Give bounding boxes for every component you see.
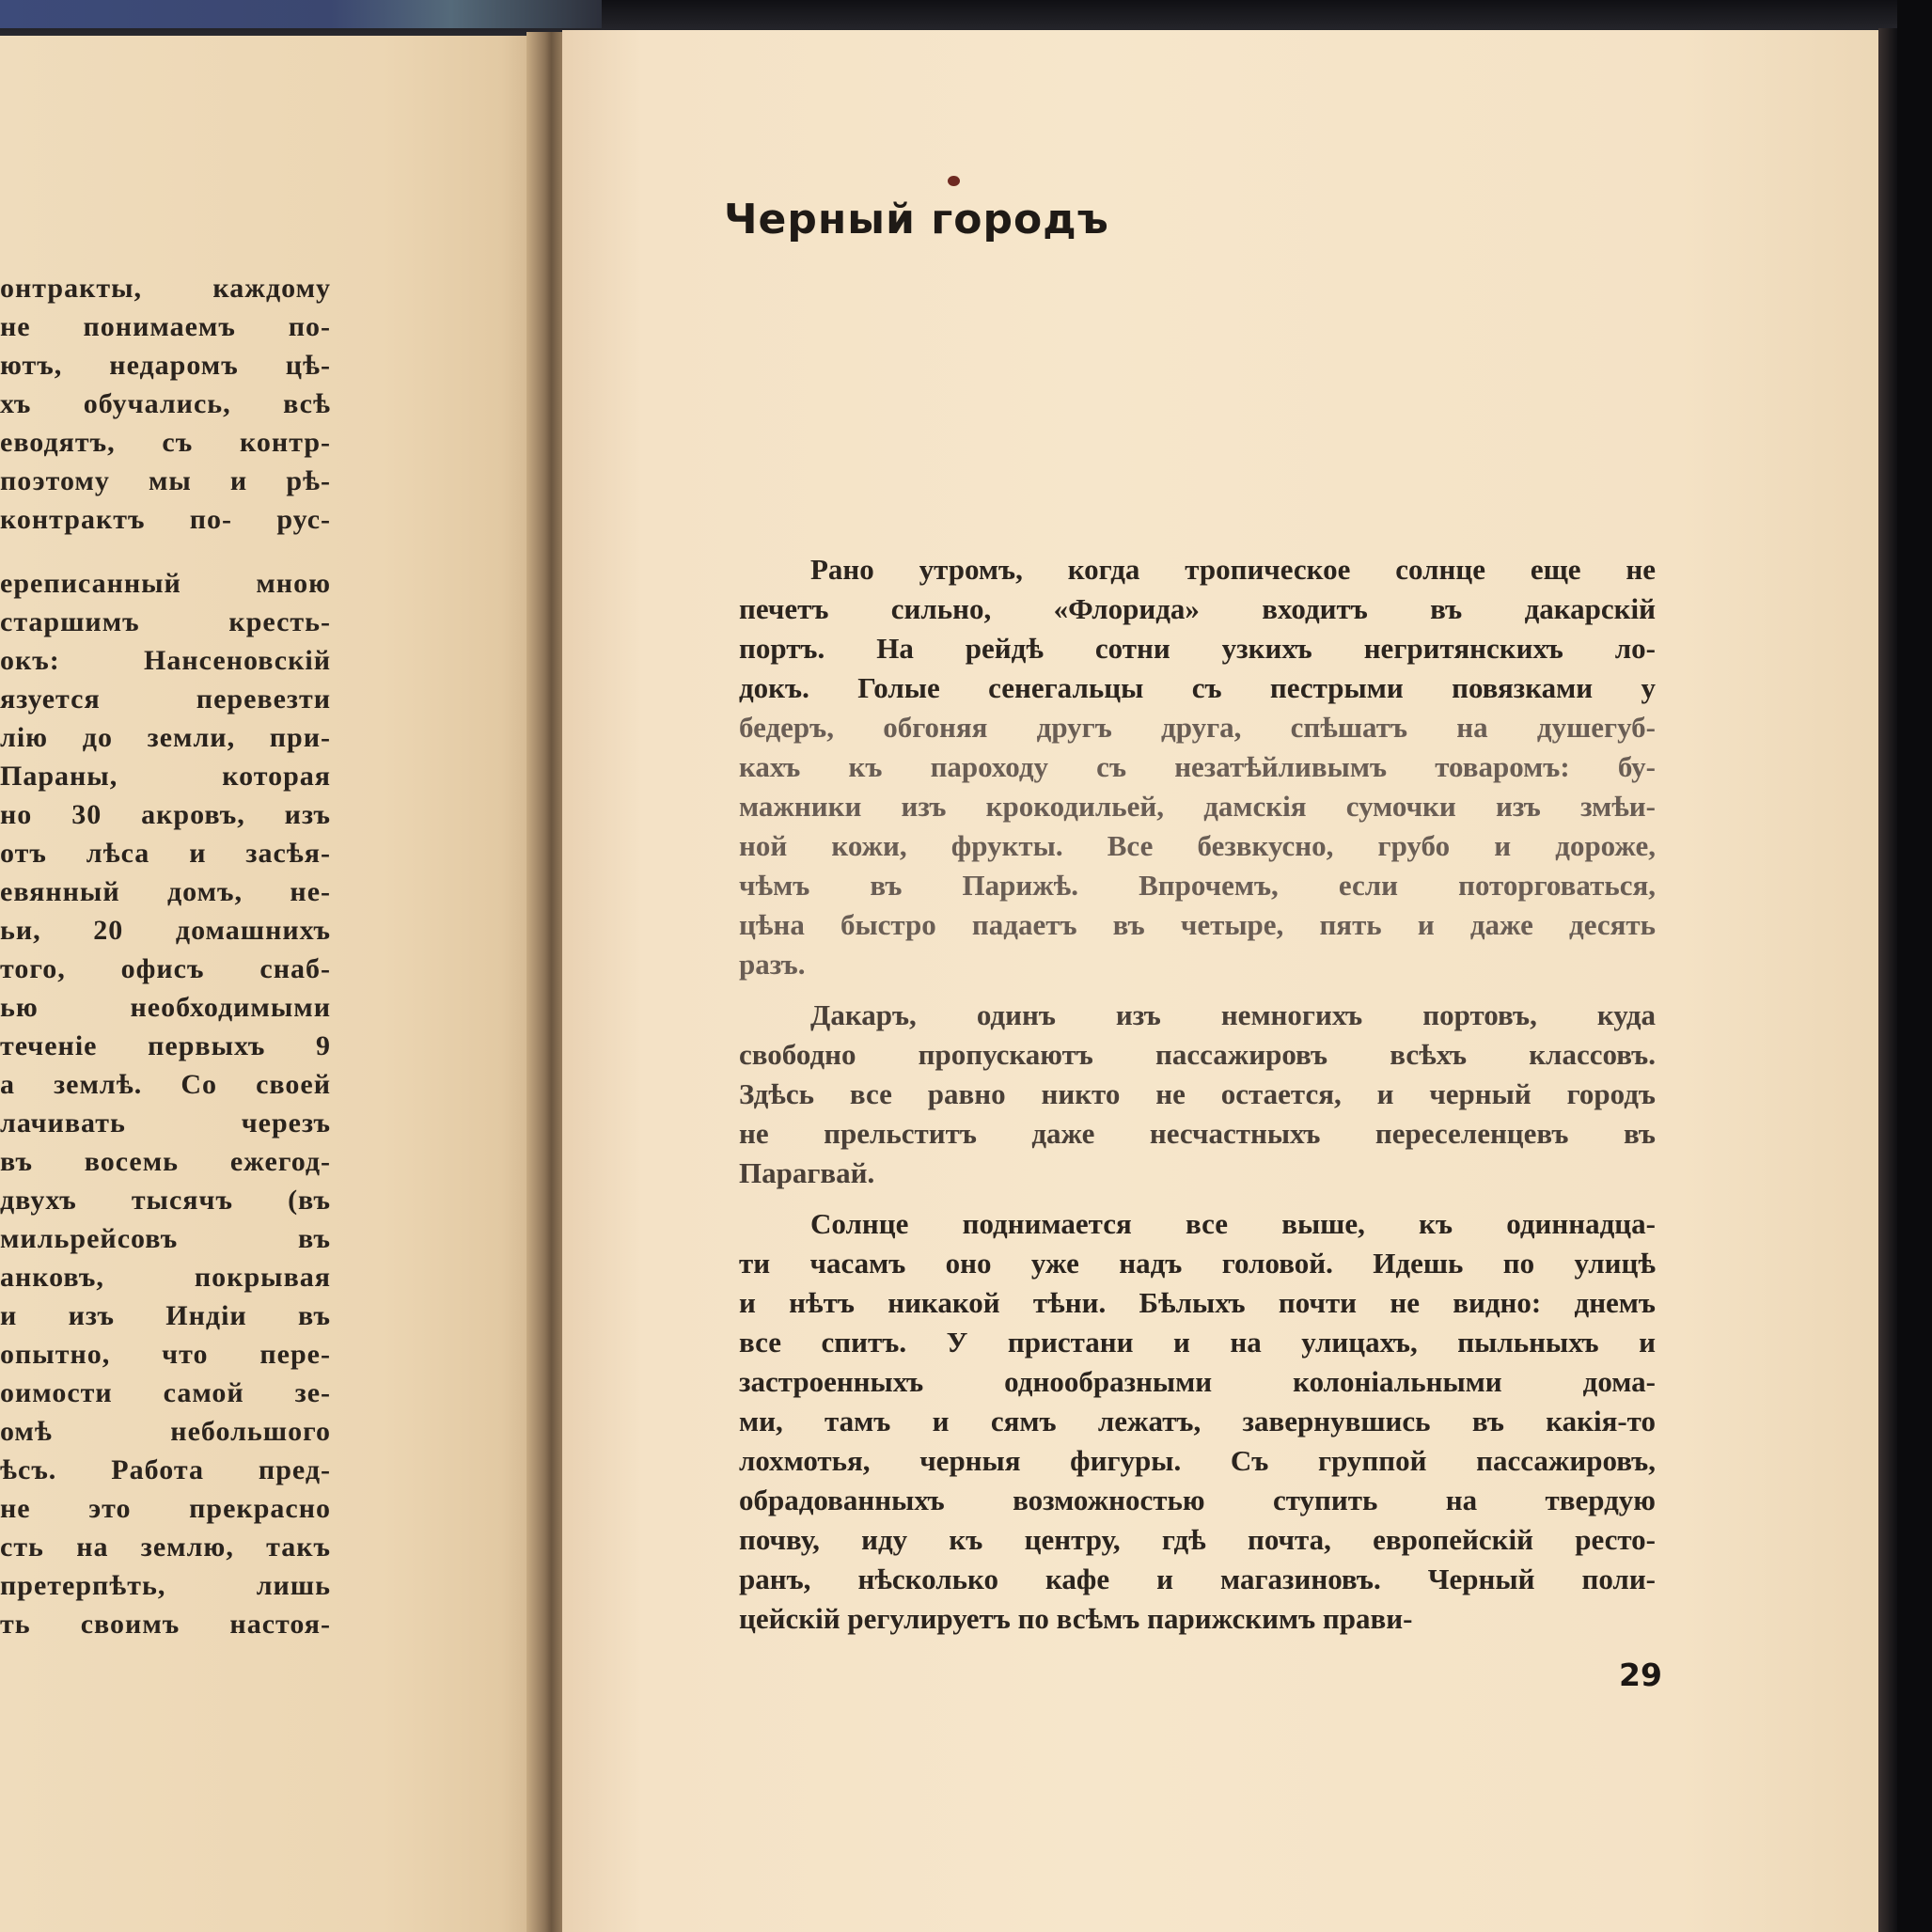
- book-cover-edge: [0, 0, 602, 28]
- text-line: Параны, которая: [0, 761, 331, 792]
- text-line: омѣ небольшого: [0, 1416, 331, 1447]
- text-line: чѣмъ въ Парижѣ. Впрочемъ, если поторговаться,: [739, 869, 1656, 902]
- background-right: [1897, 0, 1932, 1932]
- text-line: ереписанный мною: [0, 568, 331, 599]
- text-line: поэтому мы и рѣ-: [0, 465, 331, 496]
- text-line: не это прекрасно: [0, 1493, 331, 1524]
- text-line: ѣсъ. Работа пред-: [0, 1454, 331, 1485]
- text-line: евянный домъ, не-: [0, 876, 331, 907]
- text-line: язуется перевезти: [0, 683, 331, 715]
- text-line: но 30 акровъ, изъ: [0, 799, 331, 830]
- text-line: и нѣтъ никакой тѣни. Бѣлыхъ почти не видно: днемъ: [739, 1286, 1656, 1319]
- chapter-title: Черный городъ: [724, 196, 1109, 243]
- paragraph-break: [739, 1193, 1656, 1204]
- text-line: окъ: Нансеновскій: [0, 645, 331, 676]
- left-page: [0, 36, 545, 1932]
- text-line: разъ.: [739, 948, 806, 981]
- text-line: печетъ сильно, «Флорида» входитъ въ дакарскій: [739, 592, 1656, 625]
- text-line: портъ. На рейдѣ сотни узкихъ негритянскихъ ло-: [739, 632, 1656, 665]
- text-line: не прельститъ даже несчастныхъ переселенцевъ въ: [739, 1117, 1656, 1150]
- text-line: мажники изъ крокодильей, дамскія сумочки изъ змѣи-: [739, 790, 1656, 823]
- text-line: ютъ, недаромъ цѣ-: [0, 350, 331, 381]
- text-line: ть своимъ настоя-: [0, 1609, 331, 1640]
- text-line: двухъ тысячъ (въ: [0, 1185, 331, 1216]
- text-line: лохмотья, черныя фигуры. Съ группой пассажировъ,: [739, 1444, 1656, 1477]
- text-line: почву, иду къ центру, гдѣ почта, европейскій ресто-: [739, 1523, 1656, 1556]
- text-line: оимости самой зе-: [0, 1377, 331, 1408]
- text-line: лію до земли, при-: [0, 722, 331, 753]
- text-line: хъ обучались, всѣ: [0, 388, 331, 419]
- text-line: все спитъ. У пристани и на улицахъ, пыльныхъ и: [739, 1326, 1656, 1359]
- text-line: мильрейсовъ въ: [0, 1223, 331, 1254]
- text-line: въ восемь ежегод-: [0, 1146, 331, 1177]
- text-line: ью необходимыми: [0, 992, 331, 1023]
- text-line: обрадованныхъ возможностью ступить на твердую: [739, 1484, 1656, 1516]
- text-line: анковъ, покрывая: [0, 1262, 331, 1293]
- paragraph-break: [739, 984, 1656, 996]
- text-line: Рано утромъ, когда тропическое солнце еще не: [810, 553, 1656, 586]
- text-line: а землѣ. Со своей: [0, 1069, 331, 1100]
- text-line: не понимаемъ по-: [0, 311, 331, 342]
- text-line: претерпѣть, лишь: [0, 1570, 331, 1601]
- text-line: сть на землю, такъ: [0, 1531, 331, 1563]
- text-line: теченіе первыхъ 9: [0, 1030, 331, 1061]
- text-line: Солнце поднимается все выше, къ одиннадца-: [810, 1207, 1656, 1240]
- right-page-body: [739, 550, 1656, 1639]
- text-line: опытно, что пере-: [0, 1339, 331, 1370]
- text-line: ранъ, нѣсколько кафе и магазиновъ. Черный поли-: [739, 1563, 1656, 1595]
- text-line: лачивать черезъ: [0, 1107, 331, 1139]
- text-line: цѣна быстро падаетъ въ четыре, пять и даже десять: [739, 908, 1656, 941]
- text-line: докъ. Голые сенегальцы съ пестрыми повязками у: [739, 671, 1656, 704]
- text-line: застроенныхъ однообразными колоніальными дома-: [739, 1365, 1656, 1398]
- text-line: онтракты, каждому: [0, 273, 331, 304]
- page-number: 29: [1619, 1657, 1662, 1693]
- page-stack-edge: [1878, 28, 1897, 1932]
- text-line: ми, тамъ и сямъ лежатъ, завернувшись въ какія-то: [739, 1405, 1656, 1437]
- text-line: цейскій регулируетъ по всѣмъ парижскимъ прави-: [739, 1602, 1413, 1635]
- text-line: контрактъ по- рус-: [0, 504, 331, 535]
- text-line: старшимъ кресть-: [0, 606, 331, 637]
- text-line: Дакаръ, одинъ изъ немногихъ портовъ, куда: [810, 998, 1656, 1031]
- text-line: ной кожи, фрукты. Все безвкусно, грубо и дороже,: [739, 829, 1656, 862]
- text-line: и изъ Индіи въ: [0, 1300, 331, 1331]
- text-line: бедеръ, обгоняя другъ друга, спѣшатъ на душегуб-: [739, 711, 1656, 744]
- text-line: того, офисъ снаб-: [0, 953, 331, 984]
- text-line: свободно пропускаютъ пассажировъ всѣхъ классовъ.: [739, 1038, 1656, 1071]
- paragraph-break: [0, 539, 331, 564]
- text-line: ти часамъ оно уже надъ головой. Идешь по улицѣ: [739, 1247, 1656, 1280]
- text-line: еводятъ, съ контр-: [0, 427, 331, 458]
- text-line: Здѣсь все равно никто не остается, и черный городъ: [739, 1077, 1656, 1110]
- text-line: отъ лѣса и засѣя-: [0, 838, 331, 869]
- text-line: кахъ къ пароходу съ незатѣйливымъ товаромъ: бу-: [739, 750, 1656, 783]
- ink-spot: [948, 176, 960, 186]
- text-line: ьи, 20 домашнихъ: [0, 915, 331, 946]
- left-page-text: [0, 269, 331, 1643]
- text-line: Парагвай.: [739, 1156, 875, 1189]
